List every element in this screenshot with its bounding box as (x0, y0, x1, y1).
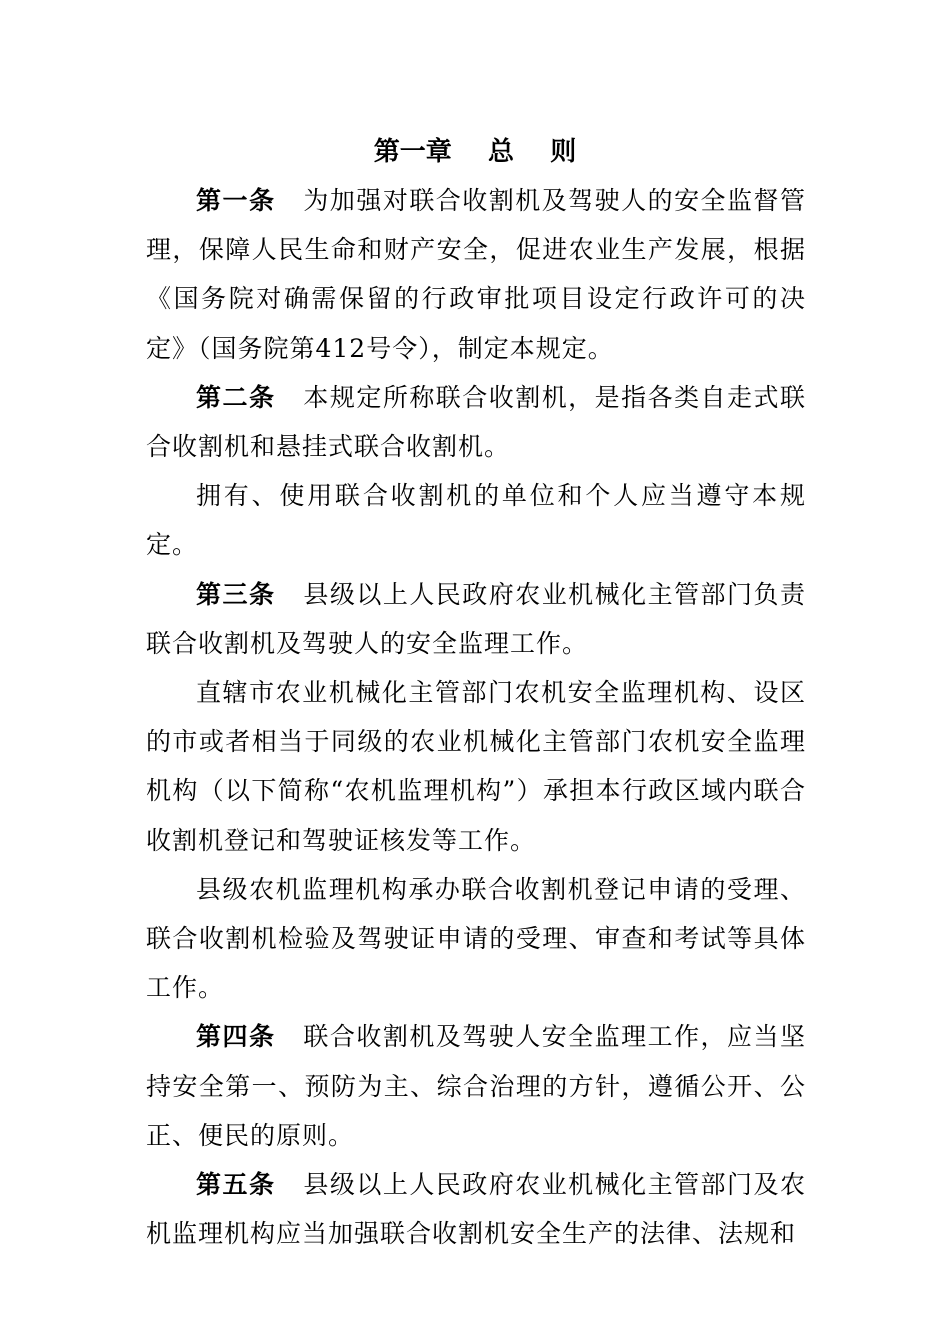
article-number: 第二条 (196, 382, 276, 412)
chapter-title: 第一章 总 则 (373, 137, 577, 167)
article-text: 县级以上人民政府农业机械化主管部门负责联合收割机及驾驶人的安全监理工作。 (146, 579, 806, 658)
clause-text: 县级农机监理机构承办联合收割机登记申请的受理、联合收割机检验及驾驶证申请的受理、审查和考试等具体工作。 (146, 874, 806, 1003)
clause-text: 直辖市农业机械化主管部门农机安全监理机构、设区的市或者相当于同级的农业机械化主管部门农机安全监理机构（以下简称“农机监理机构”）承担本行政区域内联合收割机登记和驾驶证核发等工作。 (146, 678, 806, 855)
article-3-paragraph (146, 570, 806, 668)
article-5-paragraph (146, 1160, 806, 1258)
article-number: 第四条 (196, 1022, 276, 1052)
article-text: 为加强对联合收割机及驾驶人的安全监督管理，保障人民生命和财产安全，促进农业生产发展，根据《国务院对确需保留的行政审批项目设定行政许可的决定》（国务院第412号令），制定本规定。 (146, 186, 806, 363)
document-body (146, 176, 806, 1258)
article-3-clause-paragraph (146, 865, 806, 1013)
article-3-clause-paragraph (146, 668, 806, 865)
article-text: 联合收割机及驾驶人安全监理工作，应当坚持安全第一、预防为主、综合治理的方针，遵循公开、公正、便民的原则。 (146, 1022, 806, 1150)
article-text: 本规定所称联合收割机，是指各类自走式联合收割机和悬挂式联合收割机。 (146, 382, 806, 462)
article-text: 县级以上人民政府农业机械化主管部门及农机监理机构应当加强联合收割机安全生产的法律、法规和 (146, 1170, 806, 1249)
clause-text: 拥有、使用联合收割机的单位和个人应当遵守本规定。 (146, 481, 806, 560)
article-number: 第一条 (196, 186, 276, 215)
article-2-paragraph (146, 373, 806, 471)
article-number: 第五条 (196, 1170, 276, 1200)
article-1-paragraph (146, 176, 806, 373)
article-4-paragraph (146, 1012, 806, 1160)
article-2-clause-paragraph (146, 471, 806, 569)
article-number: 第三条 (196, 579, 276, 609)
